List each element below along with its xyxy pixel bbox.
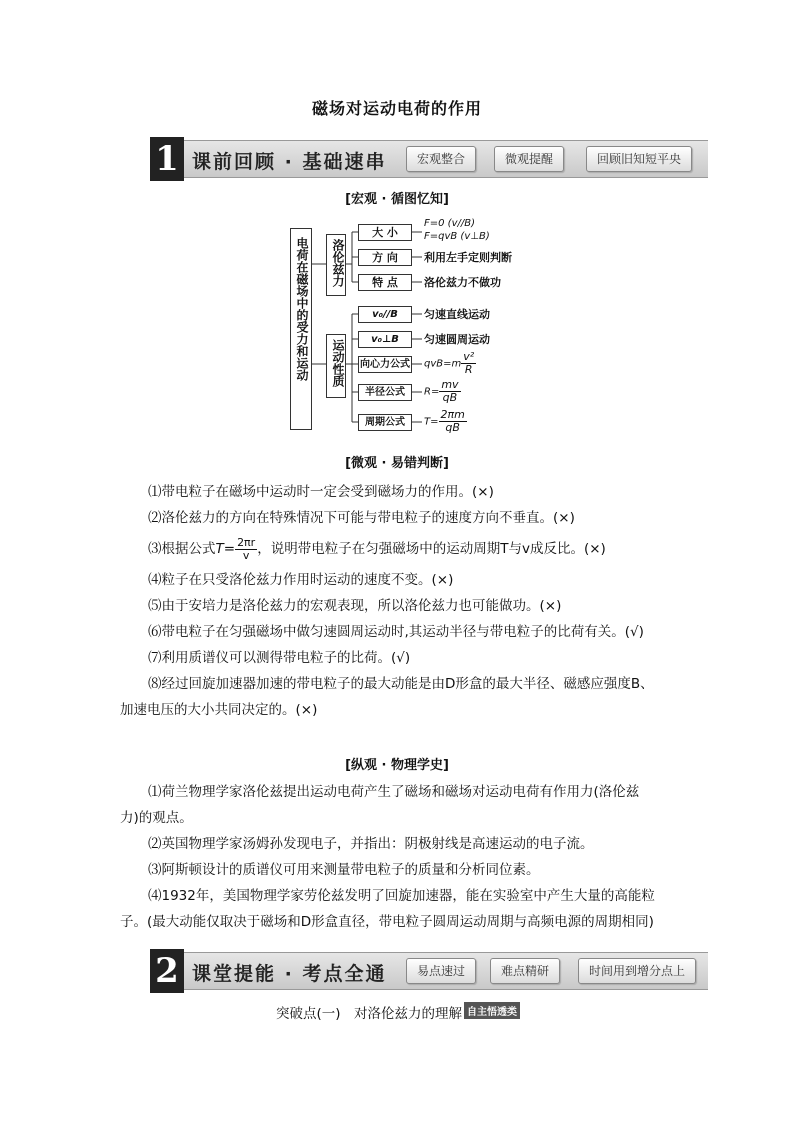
history-4-cont: 子。(最大动能仅取决于磁场和D形盒直径，带电粒子圆周运动周期与高频电源的周期相同) [120,914,654,930]
banner-tab-2[interactable]: 微观提醒 [494,146,564,172]
history-3: ⑶阿斯顿设计的质谱仪可用来测量带电粒子的质量和分析同位素。 [148,862,540,878]
banner-number: 2 [150,949,184,993]
judgment-6: ⑹带电粒子在匀强磁场中做匀速圆周运动时,其运动半径与带电粒子的比荷有关。(√) [148,624,644,640]
diagram-formula-centripetal: qvB=m $\frac{\text{v²}}{R}$ [424,350,475,376]
judgment-8: ⑻经过回旋加速器加速的带电粒子的最大动能是由D形盒的最大半径、磁感应强度B、 [148,676,654,692]
diagram-root-label: 电荷在磁场中的受力和运动 [295,237,309,381]
diagram-box-feature: 特 点 [358,274,412,291]
banner-tab-1[interactable]: 易点速过 [406,958,476,984]
banner-title: 课堂提能 · 考点全通 [192,963,387,985]
judgment-4: ⑷粒子在只受洛伦兹力作用时运动的速度不变。(×) [148,572,454,588]
diagram-box-radius: 半径公式 [358,384,412,401]
breakthrough-title: 突破点(一) 对洛伦兹力的理解 [276,1006,463,1022]
diagram-text-magnitude-1: F=0 (v//B) [424,218,475,229]
judgment-2: ⑵洛伦兹力的方向在特殊情况下可能与带电粒子的速度方向不垂直。(×) [148,510,575,526]
judgment-7: ⑺利用质谱仪可以测得带电粒子的比荷。(√) [148,650,411,666]
history-list [120,779,680,935]
section-banner-1 [150,140,708,178]
history-1: ⑴荷兰物理学家洛伦兹提出运动电荷产生了磁场和磁场对运动电荷有作用力(洛伦兹 [148,784,640,800]
judgment-list [120,479,680,723]
diagram-box-parallel: v₀//B [358,306,412,323]
banner-number: 1 [150,137,184,181]
diagram-formula-period: T= $\frac{2\pi m}{qB}$ [424,408,465,434]
breakthrough-heading [276,1002,520,1022]
judgment-8-cont: 加速电压的大小共同决定的。(×) [120,702,318,718]
section-heading-history: [纵观 · 物理学史] [345,758,449,773]
diagram-text-parallel: 匀速直线运动 [424,308,490,321]
diagram-box-direction: 方 向 [358,249,412,266]
banner-tab-2[interactable]: 难点精研 [490,958,560,984]
section-heading-micro: [微观 · 易错判断] [345,456,449,471]
banner-tab-3[interactable]: 时间用到增分点上 [578,958,696,984]
diagram-text-direction: 利用左手定则判断 [424,251,512,264]
diagram-group-lorentz: 洛伦兹力 [326,234,346,296]
diagram-box-period: 周期公式 [358,414,412,431]
diagram-box-magnitude: 大 小 [358,224,412,241]
judgment-1: ⑴带电粒子在磁场中运动时一定会受到磁场力的作用。(×) [148,484,494,500]
diagram-text-perpendicular: 匀速圆周运动 [424,333,490,346]
banner-title: 课前回顾 · 基础速串 [192,151,387,173]
diagram-box-perpendicular: v₀⊥B [358,331,412,348]
diagram-text-magnitude-2: F=qvB (v⊥B) [424,231,490,242]
judgment-5: ⑸由于安培力是洛伦兹力的宏观表现，所以洛伦兹力也可能做功。(×) [148,598,562,614]
history-1-cont: 力)的观点。 [120,810,193,826]
banner-tab-1[interactable]: 宏观整合 [406,146,476,172]
history-4: ⑷1932年，美国物理学家劳伦兹发明了回旋加速器，能在实验室中产生大量的高能粒 [148,888,655,904]
diagram-group-motion: 运动性质 [326,334,346,398]
concept-diagram [288,214,548,442]
breakthrough-badge: 自主悟透类 [464,1002,520,1019]
history-2: ⑵英国物理学家汤姆孙发现电子，并指出：阴极射线是高速运动的电子流。 [148,836,594,852]
diagram-box-centripetal: 向心力公式 [358,356,412,373]
banner-tab-3[interactable]: 回顾旧知短平央 [586,146,692,172]
section-banner-2 [150,952,708,990]
section-heading-macro: [宏观 · 循图忆知] [345,192,449,207]
page-title: 磁场对运动电荷的作用 [311,99,482,118]
judgment-3: ⑶根据公式T= $\frac{2\pi r}{v}$ ，说明带电粒子在匀强磁场中的运动周期T与v成反比。(×) [148,535,606,562]
diagram-formula-radius: R= $\frac{mv}{qB}$ [424,378,459,404]
diagram-text-feature: 洛伦兹力不做功 [424,276,501,289]
diagram-root-box [290,228,312,430]
